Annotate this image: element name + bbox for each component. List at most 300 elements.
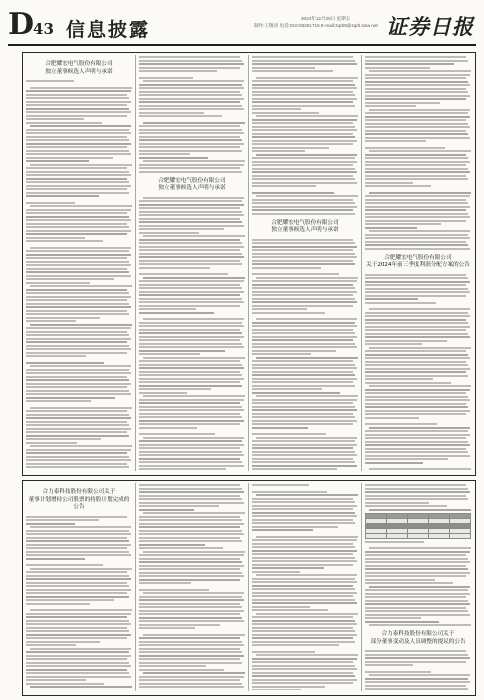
text-line <box>252 253 355 255</box>
text-line <box>26 209 131 211</box>
text-line <box>365 572 470 574</box>
text-line <box>26 655 131 657</box>
text-line <box>26 143 131 145</box>
text-line <box>252 505 357 507</box>
text-line <box>139 94 242 96</box>
text-line <box>26 192 129 194</box>
text-line <box>365 448 466 450</box>
text-line <box>139 637 240 639</box>
text-line <box>26 282 90 284</box>
text-line <box>252 595 353 597</box>
text-line <box>365 681 470 683</box>
text-line <box>139 129 242 131</box>
text-line <box>365 364 468 366</box>
text-line <box>252 399 357 401</box>
text-line <box>365 455 470 457</box>
text-line <box>252 468 337 470</box>
column-3 <box>252 56 358 470</box>
page-number <box>8 7 54 44</box>
text-line <box>252 182 357 184</box>
text-line <box>139 346 244 348</box>
text-line <box>26 216 129 218</box>
text-line <box>139 465 244 467</box>
text-line <box>139 554 244 556</box>
text-line <box>365 195 470 197</box>
article-heading <box>139 178 245 193</box>
text-line <box>365 361 466 363</box>
text-line <box>139 267 210 269</box>
text-line <box>252 623 357 625</box>
text-line <box>139 433 215 435</box>
text-line <box>252 371 353 373</box>
text-line <box>139 533 244 535</box>
text-line <box>252 246 357 248</box>
text-line <box>365 495 466 497</box>
text-line <box>365 600 468 602</box>
text-line <box>26 167 127 169</box>
text-line <box>365 368 470 370</box>
text-line <box>139 662 242 664</box>
text-line <box>26 637 127 639</box>
text-line <box>139 610 244 612</box>
text-line <box>26 327 131 329</box>
text-line <box>139 246 244 248</box>
text-line <box>365 241 466 243</box>
text-line <box>139 488 242 490</box>
text-line <box>252 641 355 643</box>
column-6 <box>139 484 245 690</box>
text-line <box>26 376 127 378</box>
text-line <box>369 150 471 152</box>
text-line <box>252 367 357 369</box>
text-line <box>365 274 466 276</box>
text-line <box>365 168 468 170</box>
text-line <box>252 578 355 580</box>
text-line <box>139 339 240 341</box>
text-line <box>139 519 242 521</box>
text-line <box>26 658 127 660</box>
text-line <box>30 609 132 611</box>
text-line <box>369 70 471 72</box>
text-line <box>365 392 466 394</box>
text-line <box>139 136 240 138</box>
text-line <box>365 102 440 104</box>
text-line <box>26 122 102 124</box>
text-line <box>139 423 240 425</box>
text-line <box>26 202 75 204</box>
text-line <box>26 452 127 454</box>
text-line <box>365 403 466 405</box>
text-line <box>139 683 242 685</box>
text-line <box>139 458 240 460</box>
text-line <box>252 287 355 289</box>
text-line <box>365 685 466 687</box>
text-line <box>26 575 129 577</box>
text-line <box>365 437 466 439</box>
text-line <box>26 613 131 615</box>
text-line <box>369 347 471 349</box>
text-line <box>139 146 240 148</box>
text-line <box>252 322 355 324</box>
text-line <box>139 139 242 141</box>
text-line <box>139 211 242 213</box>
text-line <box>139 468 226 470</box>
text-line <box>252 416 355 418</box>
text-line <box>26 603 90 605</box>
text-line <box>365 182 413 184</box>
text-line <box>26 634 131 636</box>
text-line <box>256 154 357 156</box>
text-line <box>369 230 470 232</box>
text-line <box>139 242 242 244</box>
text-line <box>26 97 129 99</box>
text-line <box>26 219 131 221</box>
text-line <box>252 406 355 408</box>
column-5 <box>26 484 132 690</box>
text-line <box>139 669 224 671</box>
text-line <box>365 202 468 204</box>
text-line <box>252 329 353 331</box>
text-line <box>252 122 353 124</box>
text-line <box>26 237 85 239</box>
issue-date: 2024年12月20日 星期五 <box>301 16 351 21</box>
text-line <box>139 385 242 387</box>
text-line <box>143 672 245 674</box>
text-line <box>252 119 357 121</box>
text-line <box>252 273 339 275</box>
text-line <box>26 345 129 347</box>
text-line <box>26 665 131 667</box>
text-line <box>252 325 357 327</box>
text-line <box>139 115 222 117</box>
text-line <box>139 498 242 500</box>
text-line <box>139 371 240 373</box>
text-line <box>252 84 355 86</box>
text-line <box>26 195 99 197</box>
text-line <box>365 154 466 156</box>
text-line <box>365 413 466 415</box>
text-line <box>252 634 357 636</box>
text-line <box>26 257 127 259</box>
text-line <box>252 588 355 590</box>
text-line <box>365 441 468 443</box>
text-line <box>365 488 468 490</box>
text-line <box>26 519 99 521</box>
text-line <box>139 526 240 528</box>
text-line <box>139 627 195 629</box>
text-line <box>26 104 127 106</box>
text-line <box>252 150 305 152</box>
text-line <box>369 468 471 470</box>
text-line <box>252 546 355 548</box>
text-line <box>252 658 357 660</box>
text-line <box>26 139 129 141</box>
text-line <box>365 91 468 93</box>
text-line <box>365 147 445 149</box>
text-line <box>252 161 357 163</box>
text-line <box>139 516 240 518</box>
text-line <box>26 414 129 416</box>
text-line <box>252 136 355 138</box>
text-line <box>252 458 353 460</box>
text-line <box>252 620 355 622</box>
text-line <box>252 168 355 170</box>
text-line <box>143 235 245 237</box>
text-line <box>365 357 470 359</box>
text-line <box>365 126 470 128</box>
text-line <box>256 195 358 197</box>
company-name: 合力泰科技股份有限公司关于 <box>42 489 116 495</box>
text-line <box>139 273 228 275</box>
text-line <box>26 620 129 622</box>
text-line <box>139 440 242 442</box>
article-title: 董事计划增持公司股票的持股计划完成的公告 <box>28 496 130 510</box>
text-line <box>139 225 244 227</box>
text-line <box>26 188 127 190</box>
text-line <box>139 523 244 525</box>
text-line <box>139 544 205 546</box>
text-line <box>143 437 244 439</box>
text-line <box>365 312 468 314</box>
text-line <box>252 409 357 411</box>
text-line <box>252 199 353 201</box>
text-line <box>26 101 131 103</box>
text-line <box>26 393 131 395</box>
text-line <box>26 596 129 598</box>
masthead <box>8 8 476 46</box>
text-line <box>139 91 240 93</box>
text-line <box>26 438 101 440</box>
text-line <box>256 613 358 615</box>
text-line <box>365 561 470 563</box>
text-line <box>139 613 240 615</box>
text-line <box>365 284 466 286</box>
text-line <box>139 200 242 202</box>
body-text <box>252 239 358 471</box>
text-line <box>139 620 244 622</box>
text-line <box>252 157 355 159</box>
text-line <box>365 140 426 142</box>
text-line <box>252 364 355 366</box>
text-line <box>252 98 357 100</box>
body-text <box>252 484 358 690</box>
text-line <box>365 288 468 290</box>
text-line <box>139 447 240 449</box>
text-line <box>139 108 244 110</box>
text-line <box>252 385 355 387</box>
text-line <box>139 558 240 560</box>
text-line <box>139 367 244 369</box>
text-line <box>252 682 353 684</box>
text-line <box>365 389 470 391</box>
text-line <box>139 655 244 657</box>
text-line <box>256 494 358 496</box>
text-line <box>365 105 416 107</box>
text-line <box>143 512 245 514</box>
text-line <box>252 209 353 211</box>
text-line <box>139 228 224 230</box>
text-line <box>139 378 244 380</box>
text-line <box>139 143 244 145</box>
text-line <box>139 461 242 463</box>
text-line <box>139 56 240 58</box>
text-line <box>139 537 240 539</box>
text-line <box>139 451 242 453</box>
text-line <box>139 413 240 415</box>
text-line <box>365 329 466 331</box>
text-line <box>26 254 131 256</box>
text-line <box>365 56 466 58</box>
article-title: 独立董事候选人声明与承诺 <box>158 185 226 191</box>
text-line <box>252 461 355 463</box>
text-line <box>252 263 355 265</box>
text-line <box>365 326 470 328</box>
text-line <box>252 515 357 517</box>
text-line <box>30 205 132 207</box>
text-line <box>139 164 244 166</box>
text-line <box>139 617 242 619</box>
text-line <box>252 571 300 573</box>
text-line <box>26 431 127 433</box>
text-line <box>26 540 129 542</box>
text-line <box>26 547 127 549</box>
text-line <box>365 378 433 380</box>
text-line <box>139 402 240 404</box>
text-line <box>139 606 242 608</box>
text-line <box>252 140 357 142</box>
text-line <box>30 125 131 127</box>
text-line <box>26 372 131 374</box>
text-line <box>139 153 190 155</box>
text-line <box>139 603 240 605</box>
text-line <box>365 322 468 324</box>
text-line <box>252 63 357 65</box>
text-line <box>139 495 240 497</box>
text-line <box>26 132 131 134</box>
text-line <box>139 624 220 626</box>
body-text <box>365 56 471 250</box>
text-line <box>26 352 127 354</box>
data-table <box>365 513 471 539</box>
text-line <box>365 227 417 229</box>
text-line <box>26 108 129 110</box>
text-line <box>139 112 204 114</box>
text-line <box>365 664 413 666</box>
text-line <box>252 661 353 663</box>
text-line <box>143 551 245 553</box>
text-line <box>252 508 353 510</box>
text-line <box>365 60 468 62</box>
text-line <box>139 579 240 581</box>
text-line <box>143 122 245 124</box>
text-line <box>365 498 468 500</box>
text-line <box>26 424 129 426</box>
text-line <box>26 331 127 333</box>
text-line <box>256 395 358 397</box>
body-text <box>365 484 471 511</box>
text-line <box>252 465 357 467</box>
text-line <box>139 509 194 511</box>
text-line <box>252 522 355 524</box>
text-line <box>30 648 131 650</box>
text-line <box>26 379 129 381</box>
text-line <box>252 484 309 486</box>
text-line <box>26 544 131 546</box>
text-line <box>26 136 127 138</box>
text-line <box>139 249 240 251</box>
text-line <box>139 312 214 314</box>
text-line <box>26 630 129 632</box>
text-line <box>139 381 240 383</box>
article-title: 关于2024年前三季度利润分配方案的公告 <box>366 262 470 268</box>
text-line <box>252 454 357 456</box>
text-line <box>252 178 355 180</box>
text-line <box>252 686 325 688</box>
text-line <box>252 519 353 521</box>
text-line <box>252 242 355 244</box>
text-line <box>252 543 353 545</box>
text-line <box>365 88 466 90</box>
text-line <box>26 459 131 461</box>
text-line <box>365 661 466 663</box>
text-line <box>252 80 353 82</box>
text-line <box>365 582 453 584</box>
text-line <box>139 84 242 86</box>
company-name: 合肥耀宏电气股份有限公司 <box>384 254 452 261</box>
text-line <box>139 298 242 300</box>
text-line <box>369 427 470 429</box>
text-line <box>139 406 242 408</box>
text-line <box>26 230 131 232</box>
column-1 <box>26 56 132 470</box>
text-line <box>26 264 131 266</box>
text-line <box>139 679 240 681</box>
text-line <box>26 383 131 385</box>
text-line <box>365 565 466 567</box>
text-line <box>365 336 470 338</box>
text-line <box>365 614 470 616</box>
text-line <box>26 212 127 214</box>
text-line <box>143 592 244 594</box>
text-line <box>26 417 131 419</box>
text-line <box>26 523 75 525</box>
text-line <box>26 146 127 148</box>
company-name: 合肥耀宏电气股份有限公司 <box>271 219 339 226</box>
page-letter: D <box>8 7 34 42</box>
text-line <box>252 332 355 334</box>
text-line <box>365 650 466 652</box>
text-line <box>252 301 357 303</box>
text-line <box>365 462 423 464</box>
text-line <box>139 427 197 429</box>
column-2 <box>139 56 245 470</box>
text-line <box>252 256 357 258</box>
text-line <box>26 111 131 113</box>
text-line <box>365 491 470 493</box>
text-line <box>139 207 240 209</box>
article-title: 独立董事候选人声明与承诺 <box>271 227 339 233</box>
text-line <box>139 125 240 127</box>
text-line <box>26 537 127 539</box>
text-line <box>26 115 127 117</box>
text-line <box>365 130 466 132</box>
text-line <box>365 417 419 419</box>
text-line <box>26 174 131 176</box>
body-text <box>252 56 358 215</box>
text-line <box>365 350 466 352</box>
text-line <box>26 240 103 242</box>
text-line <box>139 648 240 650</box>
